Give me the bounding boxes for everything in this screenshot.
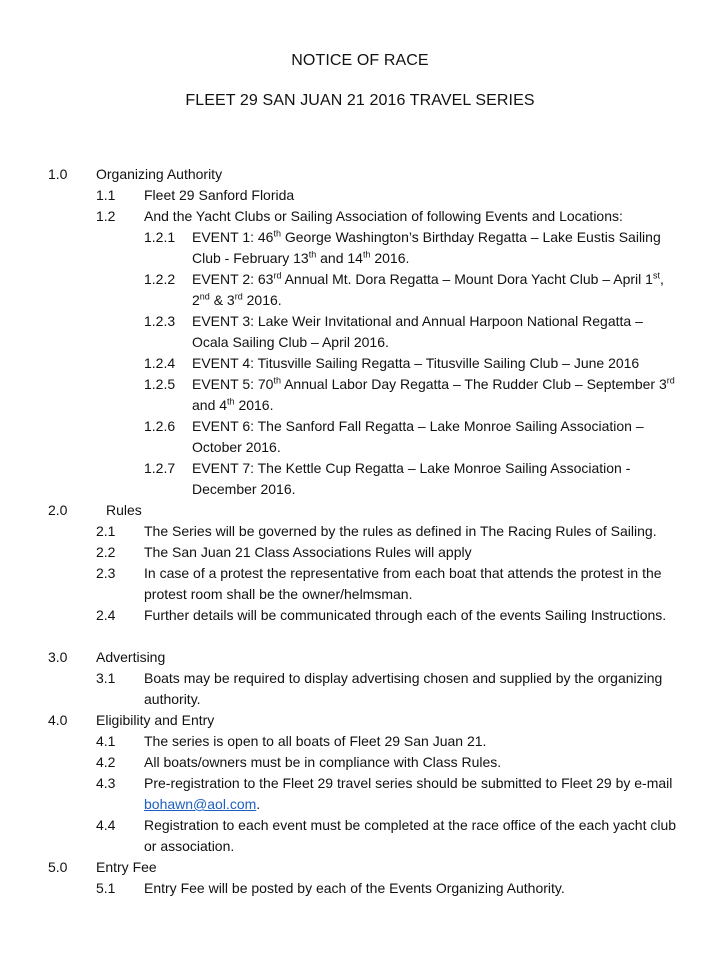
clause-text: The series is open to all boats of Fleet 29 San Juan 21. (144, 733, 487, 749)
clause-number: 4.1 (96, 733, 116, 749)
section-heading-row (0, 647, 720, 668)
event-number: 1.2.3 (144, 313, 176, 329)
section-number: 3.0 (48, 649, 68, 665)
event-number: 1.2.5 (144, 376, 176, 392)
event-row (0, 311, 720, 353)
event-text: EVENT 7: The Kettle Cup Regatta – Lake Monroe Sailing Association - December 2016. (192, 460, 631, 497)
event-text: EVENT 1: 46th George Washington’s Birthday Regatta – Lake Eustis Sailing Club - February 13th and 14th 2016. (192, 228, 661, 266)
event-text: EVENT 5: 70th Annual Labor Day Regatta – The Rudder Club – September 3rd and 4th 2016. (192, 375, 675, 413)
email-link[interactable]: bohawn@aol.com (144, 796, 257, 812)
clause-row (0, 752, 720, 773)
clause-row (0, 815, 720, 857)
clause-row (0, 542, 720, 563)
section-heading-row (0, 710, 720, 731)
clause-number: 2.1 (96, 523, 116, 539)
clause-row (0, 605, 720, 647)
clause-row (0, 878, 720, 899)
clause-text: Pre-registration to the Fleet 29 travel series should be submitted to Fleet 29 by e-mail bohawn@aol.com. (144, 775, 673, 812)
clause-row (0, 773, 720, 815)
event-row (0, 374, 720, 416)
section-number: 4.0 (48, 712, 68, 728)
event-row (0, 269, 720, 311)
document-subtitle: FLEET 29 SAN JUAN 21 2016 TRAVEL SERIES (185, 92, 535, 109)
clause-text: Registration to each event must be completed at the race office of the each yacht club or association. (144, 817, 677, 854)
section-heading: Entry Fee (96, 859, 157, 875)
section-heading: Rules (106, 502, 142, 518)
clause-text: In case of a protest the representative from each boat that attends the protest in the protest room shall be the owner/helmsman. (144, 565, 662, 602)
clause-number: 1.1 (96, 187, 116, 203)
event-row (0, 353, 720, 374)
event-text: EVENT 6: The Sanford Fall Regatta – Lake Monroe Sailing Association – October 2016. (192, 418, 644, 455)
section-number: 2.0 (48, 502, 68, 518)
event-row (0, 227, 720, 269)
clause-number: 2.3 (96, 565, 116, 581)
event-number: 1.2.4 (144, 355, 176, 371)
event-text: EVENT 2: 63rd Annual Mt. Dora Regatta – Mount Dora Yacht Club – April 1st, 2nd & 3rd 2016. (192, 270, 664, 308)
clause-text: Boats may be required to display advertising chosen and supplied by the organizing authority. (144, 670, 663, 707)
section-number: 1.0 (48, 166, 68, 182)
document-body (0, 164, 720, 899)
clause-row (0, 668, 720, 710)
event-number: 1.2.1 (144, 229, 176, 245)
clause-text: The Series will be governed by the rules as defined in The Racing Rules of Sailing. (144, 523, 657, 539)
clause-number: 2.2 (96, 544, 116, 560)
clause-text: Fleet 29 Sanford Florida (144, 187, 295, 203)
clause-text: The San Juan 21 Class Associations Rules will apply (144, 544, 472, 560)
event-number: 1.2.7 (144, 460, 176, 476)
clause-text: And the Yacht Clubs or Sailing Association of following Events and Locations: (144, 208, 623, 224)
section-heading-row (0, 857, 720, 878)
clause-number: 4.4 (96, 817, 116, 833)
section-heading: Advertising (96, 649, 166, 665)
section-heading-row (0, 500, 720, 521)
clause-row (0, 731, 720, 752)
clause-row (0, 206, 720, 227)
clause-number: 4.2 (96, 754, 116, 770)
section-heading: Eligibility and Entry (96, 712, 215, 728)
clause-row (0, 563, 720, 605)
clause-number: 4.3 (96, 775, 116, 791)
clause-text: Entry Fee will be posted by each of the Events Organizing Authority. (144, 880, 565, 896)
section-number: 5.0 (48, 859, 68, 875)
clause-number: 1.2 (96, 208, 116, 224)
event-number: 1.2.2 (144, 271, 176, 287)
event-row (0, 416, 720, 458)
event-number: 1.2.6 (144, 418, 176, 434)
clause-number: 3.1 (96, 670, 116, 686)
clause-text: All boats/owners must be in compliance with Class Rules. (144, 754, 502, 770)
section-heading-row (0, 164, 720, 185)
clause-row (0, 521, 720, 542)
event-row (0, 458, 720, 500)
event-text: EVENT 4: Titusville Sailing Regatta – Titusville Sailing Club – June 2016 (192, 355, 640, 371)
clause-text: Further details will be communicated through each of the events Sailing Instructions. (144, 607, 667, 623)
event-text: EVENT 3: Lake Weir Invitational and Annual Harpoon National Regatta – Ocala Sailing Club – April 2016. (192, 313, 643, 350)
clause-number: 2.4 (96, 607, 116, 623)
section-heading: Organizing Authority (96, 166, 223, 182)
clause-number: 5.1 (96, 880, 116, 896)
clause-row (0, 185, 720, 206)
document-title: NOTICE OF RACE (291, 52, 429, 69)
